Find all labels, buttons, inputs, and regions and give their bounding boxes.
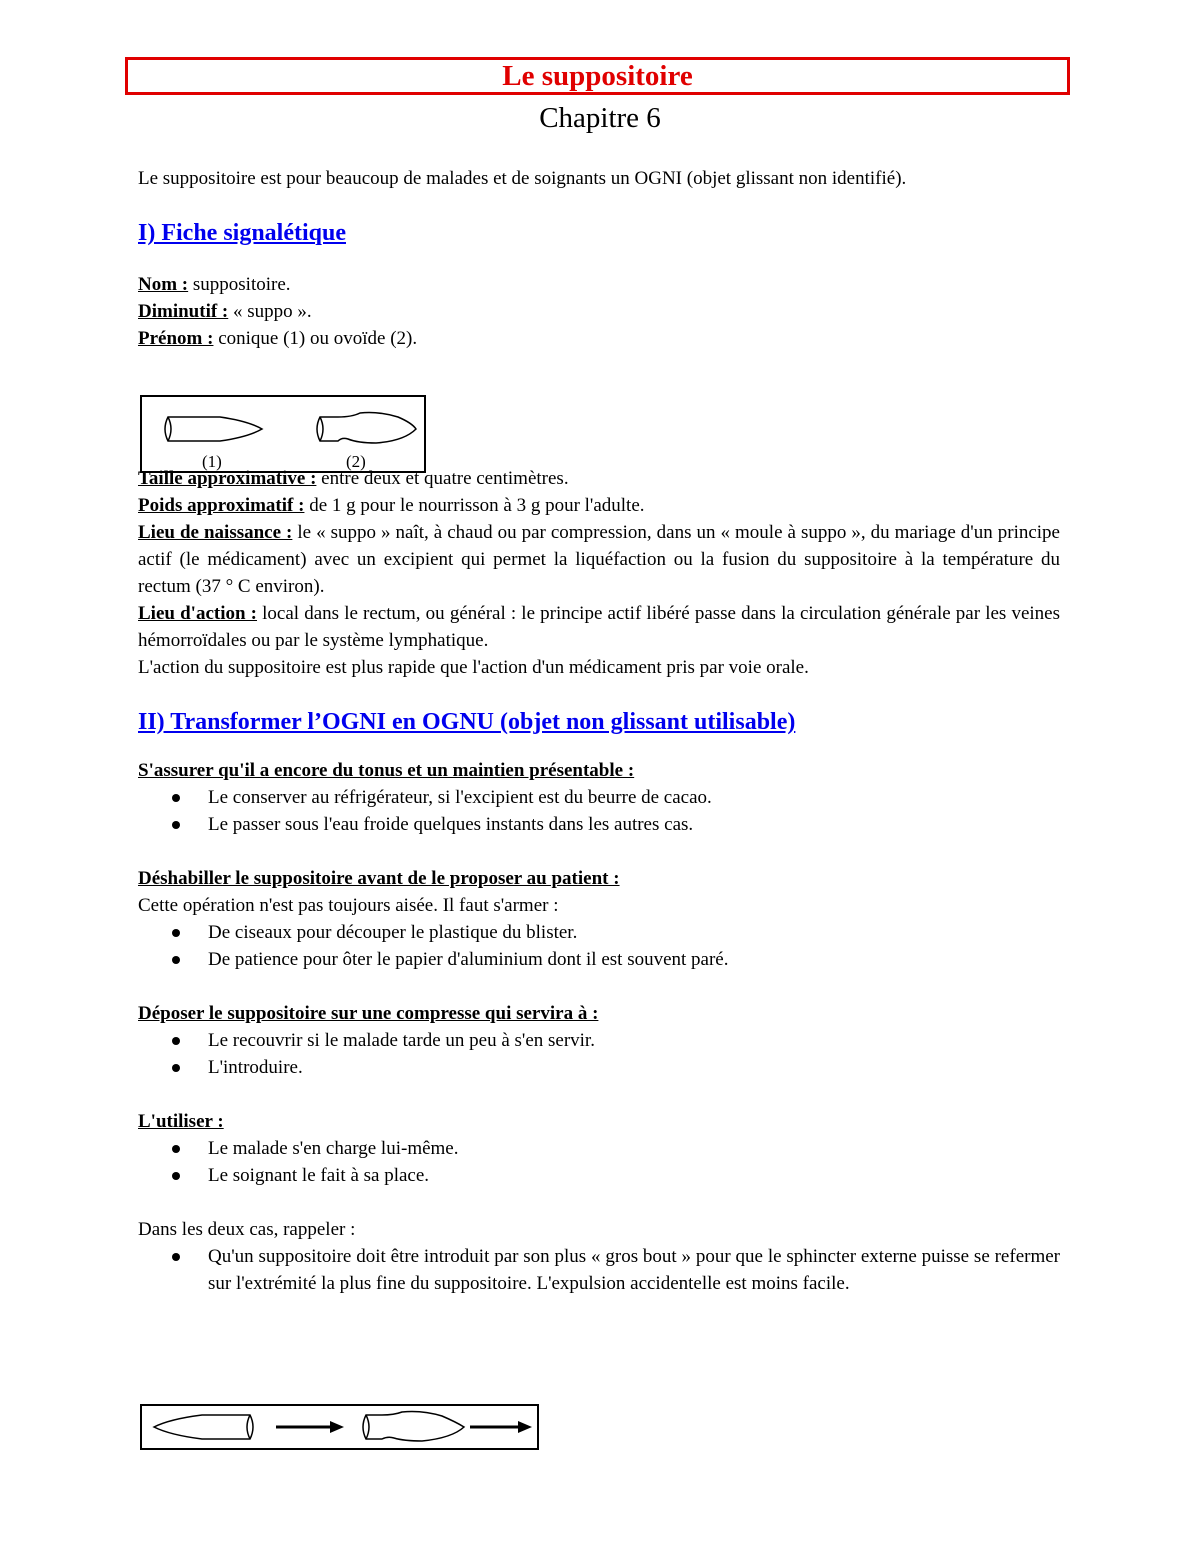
page-title: Le suppositoire: [502, 59, 693, 92]
diminutif-label: Diminutif :: [138, 301, 229, 322]
block-deshabiller-list: [138, 919, 1060, 973]
block-deshabiller-text: Cette opération n'est pas toujours aisée. Il faut s'armer :: [138, 895, 559, 916]
prenom-value: conique (1) ou ovoïde (2).: [213, 328, 418, 349]
section-2-heading: II) Transformer l’OGNI en OGNU (objet non glissant utilisable): [138, 709, 796, 735]
block-compresse-list: [138, 1027, 1060, 1081]
lieu-naissance-value: le « suppo » naît, à chaud ou par compression, dans un « moule à suppo », du mariage d'un principe actif (le médicament) avec un excipient qui permet la liquéfaction ou la fusion du suppositoire à la température du rectum (37 ° C environ).: [138, 522, 1060, 597]
characteristics-list: [138, 465, 1060, 681]
list-item: Le conserver au réfrigérateur, si l'excipient est du beurre de cacao.: [208, 784, 1060, 811]
list-item: Qu'un suppositoire doit être introduit par son plus « gros bout » pour que le sphincter externe puisse se refermer sur l'extrémité la plus fine du suppositoire. L'expulsion accidentelle est moins facile.: [208, 1243, 1060, 1297]
list-item: De ciseaux pour découper le plastique du blister.: [208, 919, 1060, 946]
block-compresse-heading: Déposer le suppositoire sur une compresse qui servira à :: [138, 1003, 599, 1024]
block-tonus: [138, 757, 1060, 838]
lieu-naissance-line: [138, 519, 1060, 600]
block-tonus-list: [138, 784, 1060, 838]
nom-label: Nom :: [138, 274, 189, 295]
block-compresse: [138, 1000, 1060, 1081]
block-tonus-heading: S'assurer qu'il a encore du tonus et un maintien présentable :: [138, 760, 635, 781]
lieu-action-line: [138, 600, 1060, 654]
insertion-direction-drawing: [142, 1406, 537, 1448]
list-item: De patience pour ôter le papier d'aluminium dont il est souvent paré.: [208, 946, 1060, 973]
list-item: Le recouvrir si le malade tarde un peu à s'en servir.: [208, 1027, 1060, 1054]
suppository-shapes-drawing: [142, 397, 424, 471]
conical-suppository-icon: [165, 417, 262, 441]
list-item: Le soignant le fait à sa place.: [208, 1162, 1060, 1189]
taille-value: entre deux et quatre centimètres.: [316, 468, 569, 489]
section-1-heading: I) Fiche signalétique: [138, 220, 346, 246]
conical-suppository-icon: [154, 1415, 253, 1439]
list-item: L'introduire.: [208, 1054, 1060, 1081]
title-box: [125, 57, 1070, 95]
insertion-direction-figure: [140, 1404, 539, 1450]
suppository-shapes-figure: [140, 395, 426, 473]
ovoid-suppository-icon: [363, 1412, 464, 1442]
prenom-line: [138, 325, 1060, 352]
nom-line: [138, 271, 1060, 298]
arrow-icon: [470, 1421, 532, 1433]
block-utiliser-list: [138, 1135, 1060, 1189]
poids-value: de 1 g pour le nourrisson à 3 g pour l'adulte.: [304, 495, 645, 516]
prenom-label: Prénom :: [138, 328, 214, 349]
figure-label-1: (1): [202, 452, 222, 471]
block-rappel-text: Dans les deux cas, rappeler :: [138, 1219, 356, 1240]
block-utiliser: [138, 1108, 1060, 1189]
list-item: Le passer sous l'eau froide quelques instants dans les autres cas.: [208, 811, 1060, 838]
identity-list: [138, 271, 1060, 352]
block-rappel-list: [138, 1243, 1060, 1297]
lieu-action-value: local dans le rectum, ou général : le principe actif libéré passe dans la circulation générale par les veines hémorroïdales ou par le système lymphatique.: [138, 603, 1060, 651]
action-note: L'action du suppositoire est plus rapide que l'action d'un médicament pris par voie orale.: [138, 657, 809, 678]
lieu-naissance-label: Lieu de naissance :: [138, 522, 293, 543]
poids-label: Poids approximatif :: [138, 495, 305, 516]
block-utiliser-heading: L'utiliser :: [138, 1111, 224, 1132]
block-rappel: [138, 1216, 1060, 1297]
taille-label: Taille approximative :: [138, 468, 317, 489]
poids-line: [138, 492, 1060, 519]
nom-value: suppositoire.: [188, 274, 291, 295]
block-deshabiller: [138, 865, 1060, 973]
list-item: Le malade s'en charge lui-même.: [208, 1135, 1060, 1162]
diminutif-line: [138, 298, 1060, 325]
ovoid-suppository-icon: [317, 413, 416, 444]
intro-paragraph: Le suppositoire est pour beaucoup de malades et de soignants un OGNI (objet glissant non identifié).: [138, 168, 907, 189]
chapter-subtitle: Chapitre 6: [539, 102, 661, 134]
arrow-icon: [276, 1421, 344, 1433]
diminutif-value: « suppo ».: [228, 301, 312, 322]
document-body: [138, 165, 1060, 1297]
lieu-action-label: Lieu d'action :: [138, 603, 258, 624]
figure-label-2: (2): [346, 452, 366, 471]
block-deshabiller-heading: Déshabiller le suppositoire avant de le proposer au patient :: [138, 868, 620, 889]
